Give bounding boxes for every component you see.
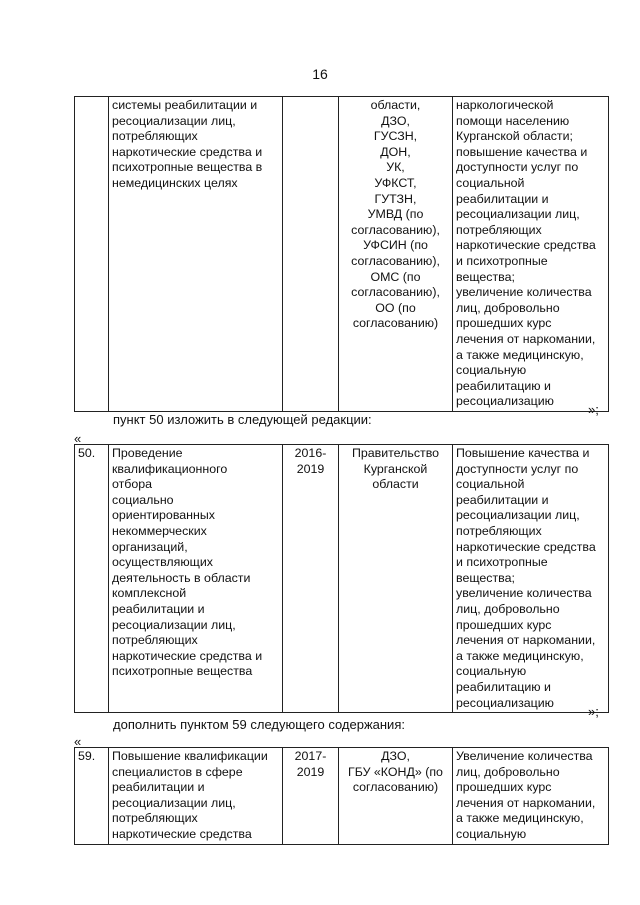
measures-table-continued <box>74 96 609 412</box>
row-number-cell: 50. <box>75 445 109 713</box>
amendment-instruction: пункт 50 изложить в следующей редакции: <box>113 412 372 427</box>
event-cell: системы реабилитации и ресоциализации лиц, потребляющих наркотические средства и психотропные вещества в немедицинских целях <box>109 97 283 412</box>
result-cell: наркологической помощи населению Курганской области; повышение качества и доступности услуг по социальной реабилитации и ресоциализации лиц, потребляющих наркотические средства и психотропные вещества; увеличение количества лиц, добровольно прошедших курс лечения от наркомании, а также медицинскую, социальную реабилитацию и ресоциализацию <box>453 97 609 412</box>
event-cell: Повышение квалификации специалистов в сфере реабилитации и ресоциализации лиц, потребляющих наркотические средства <box>109 748 283 845</box>
table-row <box>75 97 609 412</box>
closing-quote: »; <box>588 402 599 417</box>
page-number: 16 <box>312 66 328 82</box>
item-50-table <box>74 444 609 713</box>
table-row <box>75 748 609 845</box>
event-cell: Проведение квалификационного отбора социально ориентированных некоммерческих организаций, осуществляющих деятельность в области комплексной реабилитации и ресоциализации лиц, потребляющих наркотические средства и психотропные вещества <box>109 445 283 713</box>
executor-cell: ДЗО, ГБУ «КОНД» (по согласованию) <box>339 748 453 845</box>
executor-cell: области, ДЗО, ГУСЗН, ДОН, УК, УФКСТ, ГУТЗН, УМВД (по согласованию), УФСИН (по согласованию), ОМС (по согласованию), ОО (по согласованию) <box>339 97 453 412</box>
period-cell: 2016- 2019 <box>283 445 339 713</box>
period-cell <box>283 97 339 412</box>
result-cell: Увеличение количества лиц, добровольно прошедших курс лечения от наркомании, а также медицинскую, социальную <box>453 748 609 845</box>
period-cell: 2017- 2019 <box>283 748 339 845</box>
item-59-table <box>74 747 609 845</box>
closing-quote: »; <box>588 704 599 719</box>
amendment-instruction: дополнить пунктом 59 следующего содержания: <box>113 717 405 732</box>
opening-quote: « <box>74 431 82 446</box>
opening-quote: « <box>74 734 82 749</box>
table-row <box>75 445 609 713</box>
row-number-cell <box>75 97 109 412</box>
result-cell: Повышение качества и доступности услуг по социальной реабилитации и ресоциализации лиц, потребляющих наркотические средства и психотропные вещества; увеличение количества лиц, добровольно прошедших курс лечения от наркомании, а также медицинскую, социальную реабилитацию и ресоциализацию <box>453 445 609 713</box>
executor-cell: Правительство Курганской области <box>339 445 453 713</box>
row-number-cell: 59. <box>75 748 109 845</box>
